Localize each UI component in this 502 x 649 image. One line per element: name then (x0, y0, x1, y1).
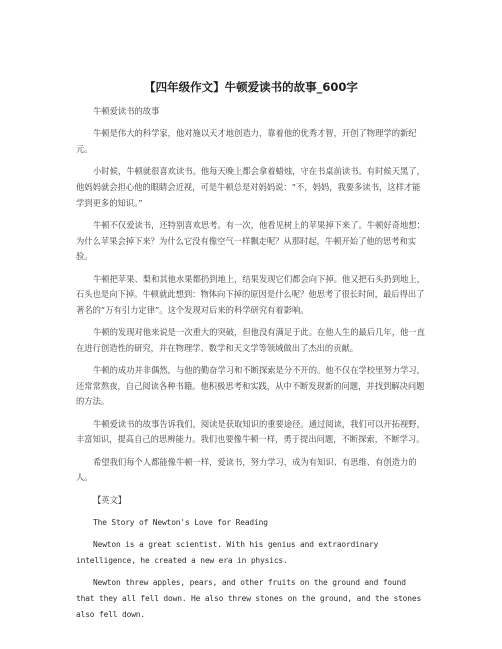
english-section-heading: 【英文】 (93, 494, 127, 505)
body-paragraph: 牛顿把苹果、梨和其他水果都扔到地上，结果发现它们都会向下掉。他又把石头扔到地上，石头也是向下掉。牛顿就此想到：物体向下掉的原因是什么呢？他思考了很长时间，最后得出了著名的“万有引力定律”。这个发现对后来的科学研究有着影响。 (76, 273, 425, 315)
subtitle-paragraph: 牛顿爱读书的故事 (93, 106, 160, 116)
body-paragraph: 牛顿的发现对他来说是一次重大的突破，但他没有满足于此。在他人生的最后几年，他一直在进行创造性的研究，并在物理学、数学和天文学等领域做出了杰出的贡献。 (76, 327, 425, 353)
document-body (76, 104, 428, 629)
english-paragraph: Newton is a great scientist. With his genius and extraordinary intelligence, he created a new era in physics. (76, 540, 379, 566)
body-paragraph: 小时候，牛顿就很喜欢读书。他每天晚上都会拿着蜡烛，守在书桌前读书。有时候天黑了，他妈妈就会担心他的眼睛会近视，可是牛顿总是对妈妈说：“不，妈妈，我要多读书，这样才能学到更多的知识。” (76, 166, 425, 208)
body-paragraph: 牛顿爱读书的故事告诉我们，阅读是获取知识的重要途径。通过阅读，我们可以开拓视野，丰富知识，提高自己的思辨能力。我们也要像牛顿一样，勇于提出问题，不断探索，不断学习。 (76, 418, 425, 445)
body-paragraph: 牛顿的成功并非偶然，与他的勤奋学习和不断探索是分不开的。他不仅在学校里努力学习，还常常熬夜，自己阅读各种书籍。他积极思考和实践，从中不断发现新的问题，并找到解决问题的方法。 (76, 365, 425, 407)
body-paragraph: 牛顿是伟大的科学家，他对施以天才地创造力，靠着他的优秀才智，开创了物理学的新纪元。 (76, 128, 417, 154)
english-title-paragraph: The Story of Newton's Love for Reading (93, 518, 268, 528)
english-paragraph: Newton threw apples, pears, and other fruits on the ground and found that they all fell down. He also threw stones on the ground, and the stones also fell down. (76, 578, 422, 619)
body-paragraph: 希望我们每个人都能像牛顿一样，爱读书，努力学习，成为有知识、有思维、有创造力的人。 (76, 456, 417, 483)
document-title: 【四年级作文】牛顿爱读书的故事_600字 (144, 80, 358, 94)
body-paragraph: 牛顿不仅爱读书，还特别喜欢思考。有一次，他看见树上的苹果掉下来了。牛顿好奇地想：为什么苹果会掉下来？为什么它没有像空气一样飘走呢？从那时起，牛顿开始了他的思考和实验。 (76, 219, 425, 262)
